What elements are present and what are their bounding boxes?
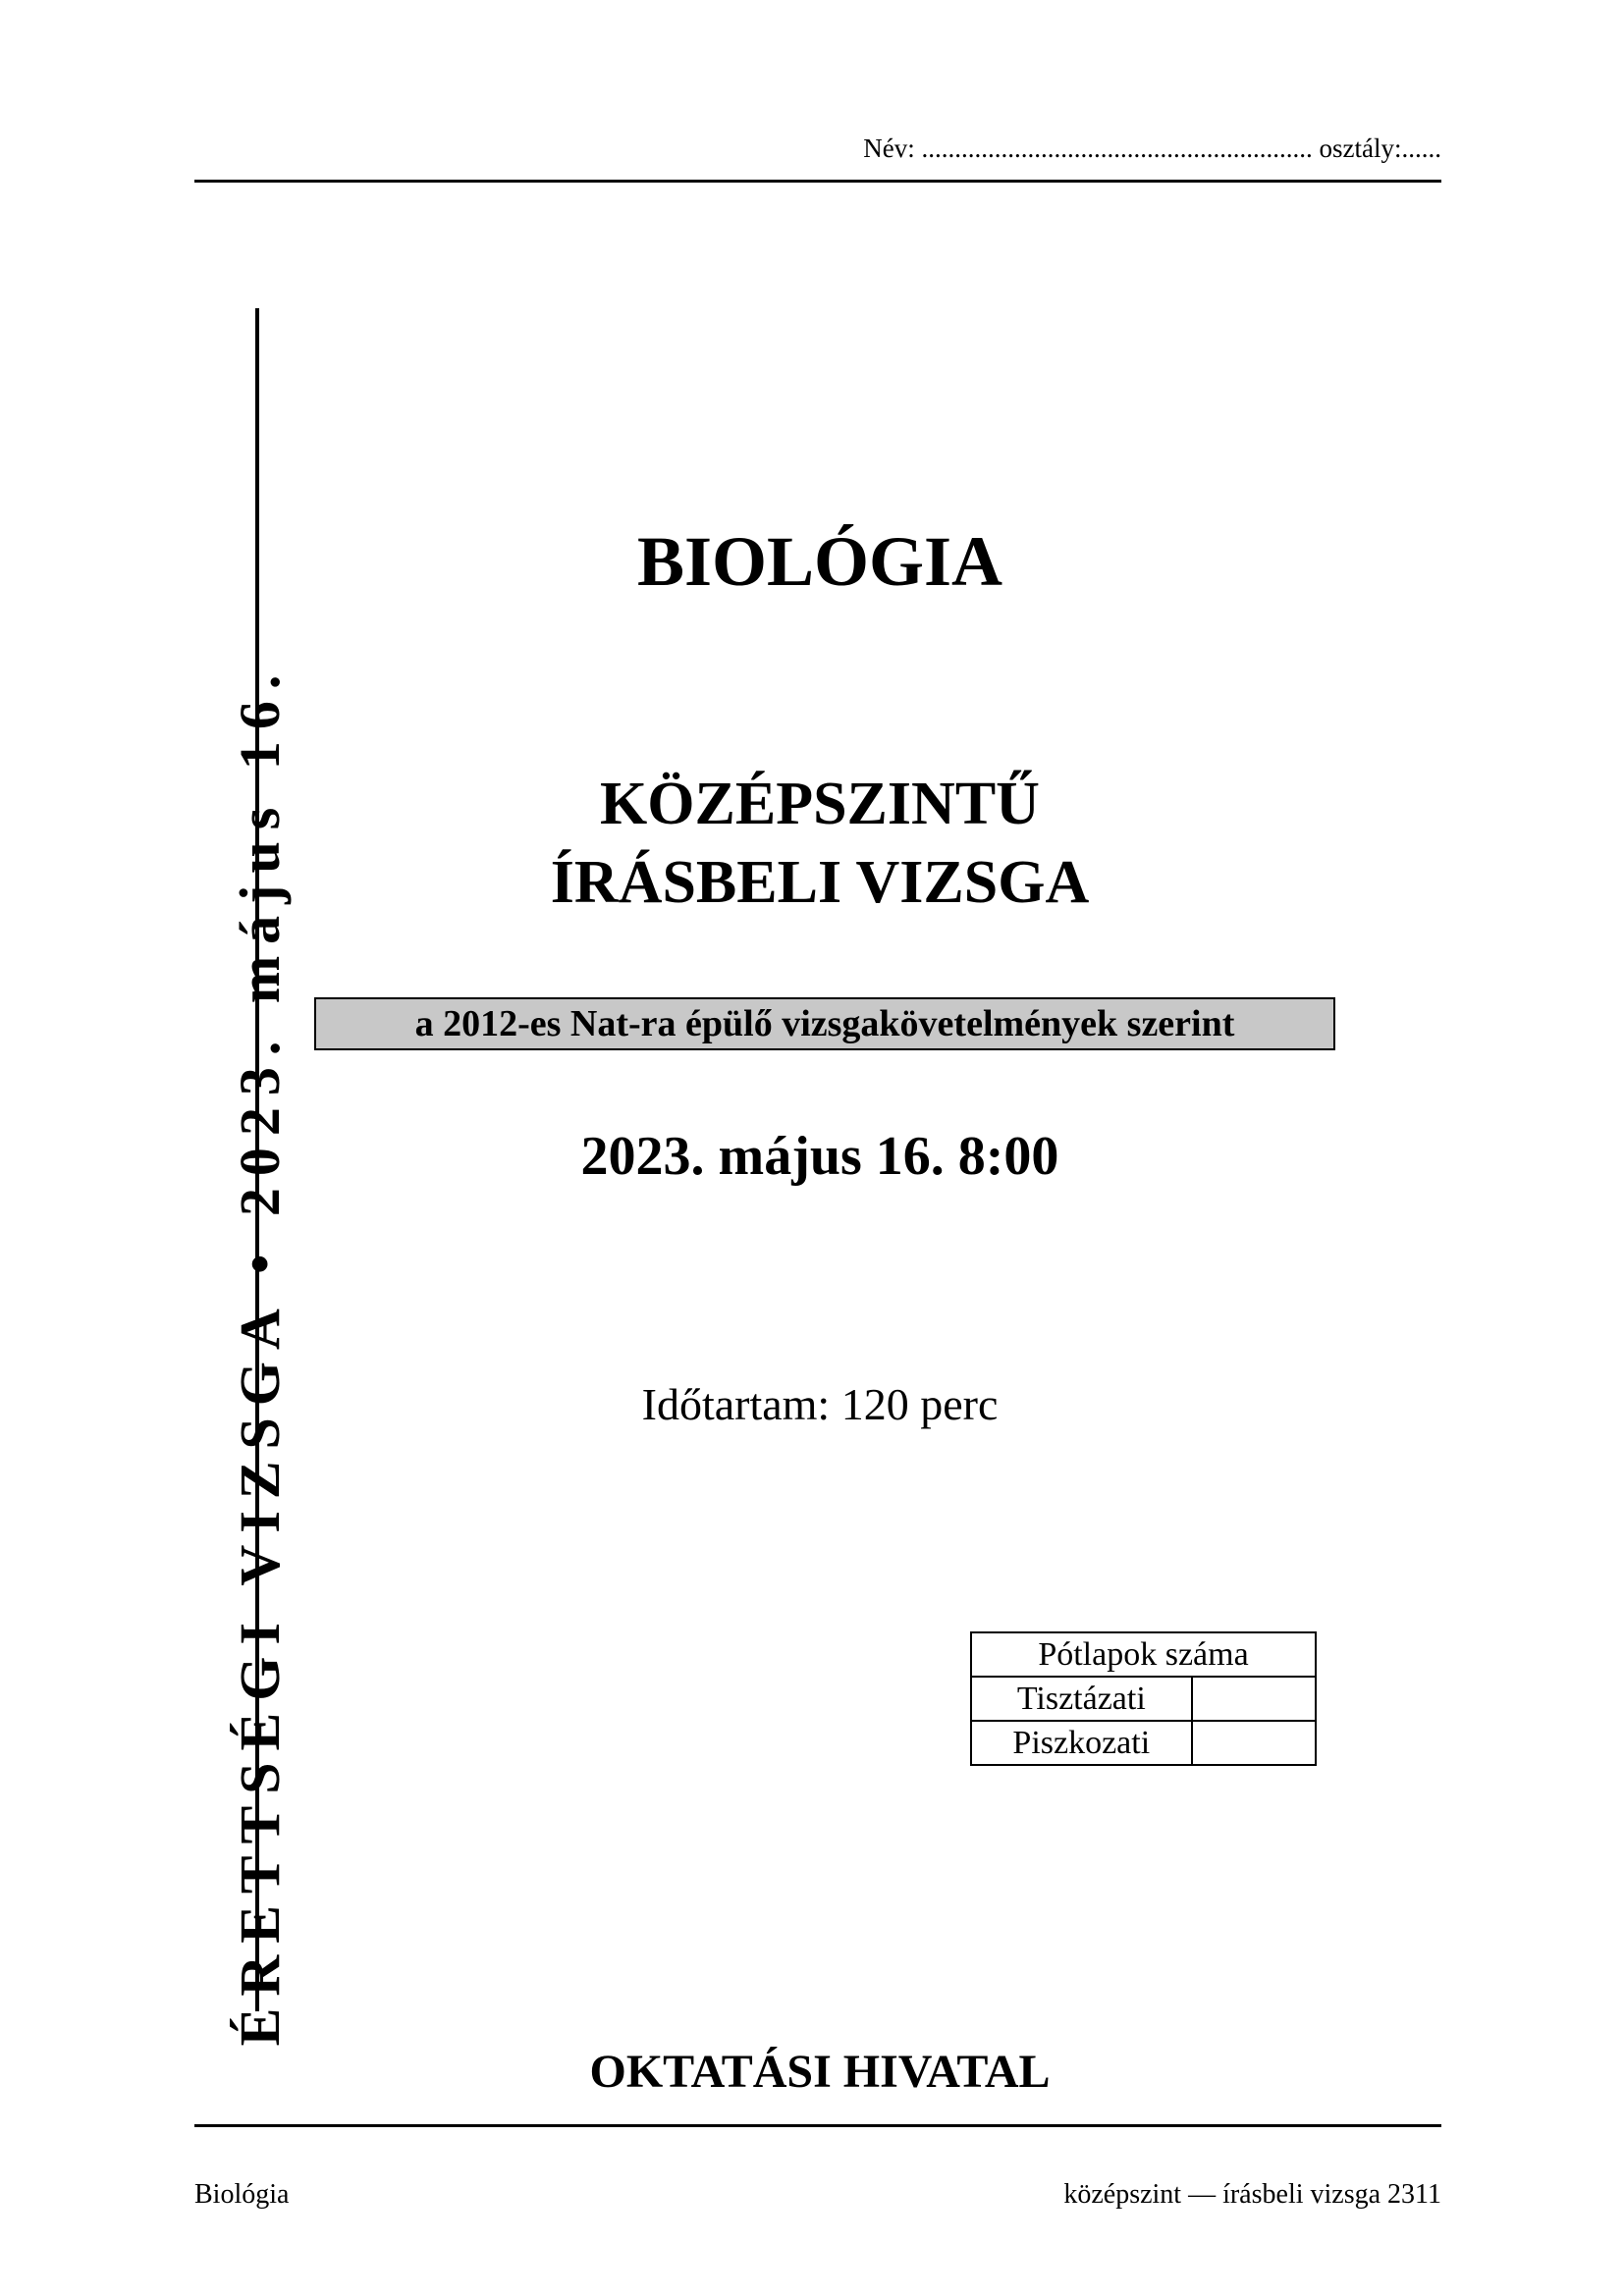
clean-copy-count[interactable] bbox=[1192, 1677, 1316, 1721]
table-row bbox=[971, 1677, 1316, 1721]
footer-subject: Biológia bbox=[194, 2179, 290, 2210]
clean-copy-label: Tisztázati bbox=[971, 1677, 1192, 1721]
footer-exam-code: középszint — írásbeli vizsga 2311 bbox=[1063, 2179, 1441, 2210]
table-row bbox=[971, 1721, 1316, 1765]
draft-count[interactable] bbox=[1192, 1721, 1316, 1765]
subject-title: BIOLÓGIA bbox=[636, 522, 1003, 601]
exam-type: ÍRÁSBELI VIZSGA bbox=[550, 849, 1090, 916]
extra-sheets-table bbox=[970, 1631, 1317, 1766]
requirements-banner: a 2012-es Nat-ra épülő vizsgakövetelmények szerint bbox=[314, 997, 1335, 1050]
table-row bbox=[971, 1632, 1316, 1677]
exam-level: KÖZÉPSZINTŰ bbox=[600, 771, 1040, 837]
side-title: ÉRETTSÉGI VIZSGA • 2023. május 16. bbox=[228, 663, 292, 2047]
header-divider bbox=[194, 180, 1441, 183]
extra-sheets-header: Pótlapok száma bbox=[971, 1632, 1316, 1677]
exam-date: 2023. május 16. 8:00 bbox=[580, 1126, 1059, 1187]
exam-duration: Időtartam: 120 perc bbox=[641, 1379, 999, 1429]
name-class-field: Név: ........................................................... osztály:...... bbox=[863, 133, 1441, 163]
draft-label: Piszkozati bbox=[971, 1721, 1192, 1765]
footer-divider bbox=[194, 2124, 1441, 2127]
issuing-office: OKTATÁSI HIVATAL bbox=[589, 2046, 1051, 2098]
